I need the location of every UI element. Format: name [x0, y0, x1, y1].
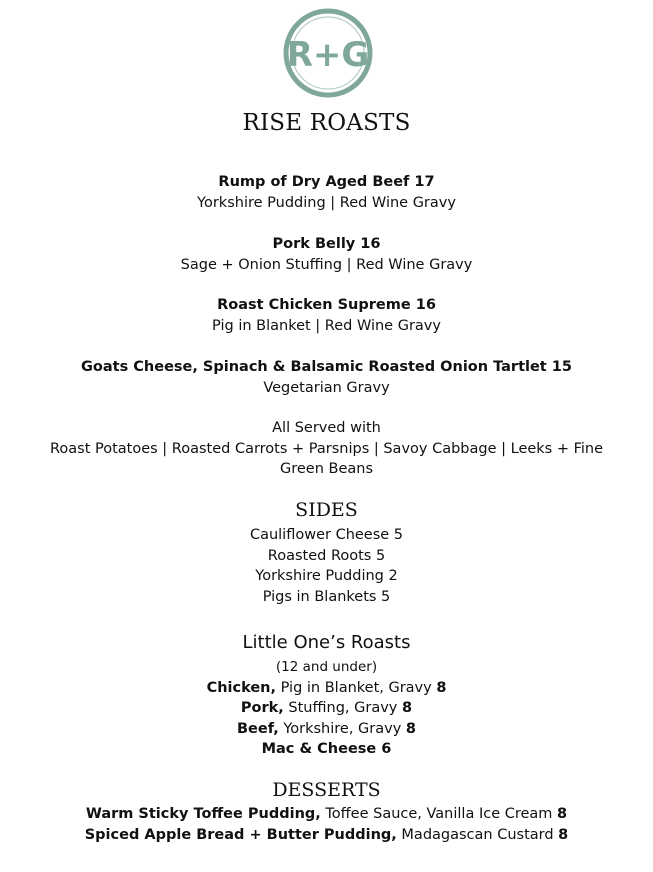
kids-item-name: Mac & Cheese 6 [261, 741, 392, 758]
roast-item [0, 172, 653, 213]
served-with-line: Roast Potatoes | Roasted Carrots + Parsnips | Savoy Cabbage | Leeks + Fine [49, 440, 604, 457]
menu-title: RISE ROASTS [242, 110, 411, 136]
dessert-price: 8 [557, 806, 568, 822]
roast-description: Sage + Onion Stuffing | Red Wine Gravy [180, 256, 473, 273]
desserts-list [0, 804, 653, 845]
logo-text: R+G [286, 35, 370, 75]
kids-item [0, 678, 653, 699]
served-with [0, 418, 653, 480]
side-item: Roasted Roots 5 [267, 547, 386, 564]
roast-item [0, 295, 653, 336]
roast-name: Pork Belly 16 [272, 236, 381, 252]
roast-name: Roast Chicken Supreme 16 [217, 297, 436, 313]
served-with-line: Green Beans [279, 461, 374, 478]
dessert-item [0, 825, 653, 846]
sides-heading: SIDES [295, 499, 358, 521]
side-item: Pigs in Blankets 5 [262, 588, 391, 605]
kids-item [0, 698, 653, 719]
kids-item-name: Chicken, [206, 679, 277, 696]
dessert-price: 8 [558, 826, 569, 843]
roast-description: Pig in Blanket | Red Wine Gravy [212, 317, 441, 334]
kids-item-desc: Pig in Blanket, Gravy [276, 679, 437, 696]
kids-item-name: Beef, [236, 720, 279, 737]
kids-list [0, 657, 653, 760]
logo-seal-icon [279, 8, 377, 98]
kids-item [0, 739, 653, 760]
roast-item [0, 357, 653, 398]
roast-name: Goats Cheese, Spinach & Balsamic Roasted Onion Tartlet 15 [81, 359, 572, 375]
kids-item-desc: Stuffing, Gravy [283, 700, 402, 717]
roast-name: Rump of Dry Aged Beef 17 [218, 174, 435, 190]
kids-item-name: Pork, [240, 700, 284, 717]
dessert-desc: Toffee Sauce, Vanilla Ice Cream [320, 806, 558, 822]
roast-description: Yorkshire Pudding | Red Wine Gravy [197, 194, 456, 211]
side-item: Cauliflower Cheese 5 [249, 527, 404, 543]
kids-item-price: 8 [405, 720, 417, 737]
kids-item-price: 8 [402, 700, 413, 717]
dessert-name: Spiced Apple Bread + Butter Pudding, [84, 826, 397, 843]
dessert-desc: Madagascan Custard [396, 826, 559, 843]
kids-subtitle: (12 and under) [275, 659, 378, 675]
served-with-label: All Served with [272, 420, 381, 436]
desserts-heading: DESSERTS [272, 779, 381, 801]
roast-item [0, 234, 653, 275]
sides-list [0, 525, 653, 607]
kids-item-desc: Yorkshire, Gravy [278, 720, 406, 737]
side-item: Yorkshire Pudding 2 [255, 568, 398, 585]
dessert-name: Warm Sticky Toffee Pudding, [85, 806, 321, 822]
kids-item [0, 719, 653, 740]
kids-heading: Little One’s Roasts [242, 632, 411, 653]
dessert-item [0, 804, 653, 825]
roast-description: Vegetarian Gravy [263, 379, 390, 396]
restaurant-logo [279, 8, 377, 98]
kids-item-price: 8 [436, 679, 447, 696]
